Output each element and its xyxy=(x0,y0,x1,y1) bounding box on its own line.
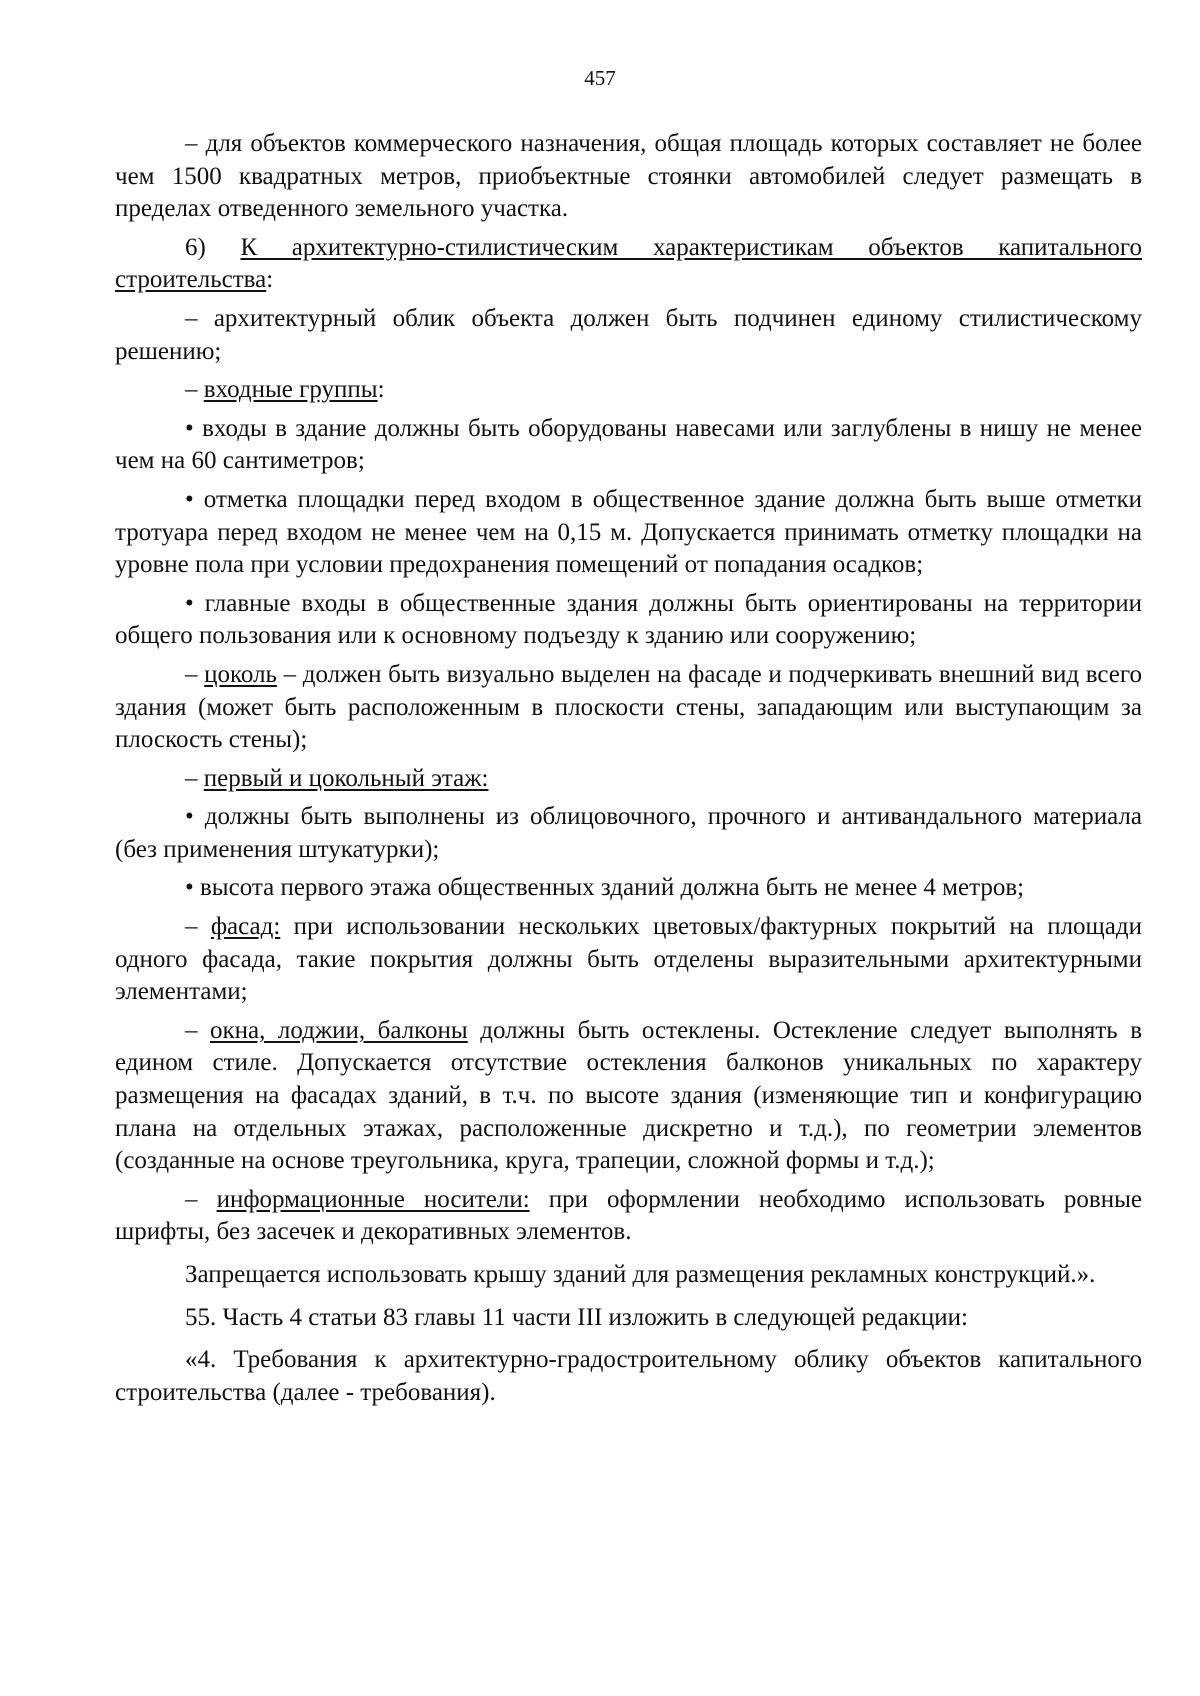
paragraph-architectural-appearance xyxy=(115,303,1142,368)
paragraph-windows-balconies xyxy=(115,1015,1142,1178)
paragraph-text: • главные входы в общественные здания должны быть ориентированы на территории общего пользования или к основному подъезду к зданию или сооружению; xyxy=(115,589,1142,650)
paragraph-text: – для объектов коммерческого назначения, общая площадь которых составляет не более чем 1500 квадратных метров, приобъектные стоянки автомобилей следует размещать в пределах отведенного земельного участка. xyxy=(115,130,1142,223)
paragraph-underlined: К архитектурно-стилистическим характеристикам объектов капитального строительства xyxy=(115,233,1142,294)
paragraph-text-after: : xyxy=(266,266,274,294)
page-number: 457 xyxy=(584,66,616,90)
document-body xyxy=(115,128,1142,1409)
bullet-facing-material xyxy=(115,801,1142,866)
paragraph-text: «4. Требования к архитектурно-градостроительному облику объектов капитального строительства (далее - требования). xyxy=(115,1346,1142,1406)
paragraph-text-after: : xyxy=(377,376,385,404)
paragraph-text-after: при оформлении необходимо использовать ровные шрифты, без засечек и декоративных элементов. xyxy=(115,1185,1142,1246)
paragraph-requirements-4 xyxy=(115,1344,1142,1409)
paragraph-text: • должны быть выполнены из облицовочного, прочного и антивандального материала (без применения штукатурки); xyxy=(115,803,1142,863)
bullet-entrance-platform-level xyxy=(115,484,1142,582)
paragraph-underlined: цоколь xyxy=(204,660,277,688)
paragraph-text-after: – должен быть визуально выделен на фасаде и подчеркивать внешний вид всего здания (может быть расположенным в плоскости стены, западающим или выступающим за плоскость стены); xyxy=(115,660,1142,754)
paragraph-facade xyxy=(115,911,1142,1009)
paragraph-text: – архитектурный облик объекта должен быть подчинен единому стилистическому решению; xyxy=(115,304,1142,365)
paragraph-underlined: входные группы xyxy=(203,376,378,404)
paragraph-first-floor xyxy=(115,763,1142,796)
paragraph-item-55 xyxy=(115,1302,1142,1335)
paragraph-text: • отметка площадки перед входом в общественное здание должна быть выше отметки тротуара перед входом не менее чем на 0,15 м. Допускается принимать отметку площадки на уровне пола при условии предохранения помещений от попадания осадков; xyxy=(115,485,1142,579)
paragraph-underlined: первый и цокольный этаж: xyxy=(203,764,489,792)
paragraph-commercial-parking xyxy=(115,128,1142,226)
paragraph-text: 6) xyxy=(185,233,241,261)
paragraph-text: – xyxy=(185,376,204,404)
paragraph-text: Запрещается использовать крышу зданий для размещения рекламных конструкций.». xyxy=(185,1261,1096,1288)
paragraph-text: – xyxy=(185,1185,217,1213)
paragraph-underlined: фасад: xyxy=(210,913,281,941)
paragraph-text: – xyxy=(185,764,204,792)
paragraph-underlined: информационные носители: xyxy=(216,1185,530,1213)
bullet-entrances-canopies xyxy=(115,413,1142,478)
paragraph-text: – xyxy=(185,913,211,941)
bullet-first-floor-height xyxy=(115,872,1142,905)
paragraph-text: – xyxy=(185,1016,211,1044)
paragraph-text: 55. Часть 4 статьи 83 главы 11 части III изложить в следующей редакции: xyxy=(185,1303,968,1331)
paragraph-roof-advertising-ban xyxy=(115,1259,1142,1292)
paragraph-plinth xyxy=(115,659,1142,757)
paragraph-text: • входы в здание должны быть оборудованы навесами или заглублены в нишу не менее чем на 60 сантиметров; xyxy=(115,414,1142,475)
paragraph-text-after: должны быть остеклены. Остекление следует выполнять в едином стиле. Допускается отсутствие остекления балконов уникальных по характеру размещения на фасадах зданий, в т.ч. по высоте здания (изменяющие тип и конфигурацию плана на отдельных этажах, расположенные дискретно и т.д.), по геометрии элементов (созданные на основе треугольника, круга, трапеции, сложной формы и т.д.); xyxy=(115,1016,1142,1175)
paragraph-text: • высота первого этажа общественных зданий должна быть не менее 4 метров; xyxy=(185,874,1025,902)
bullet-main-entrances xyxy=(115,588,1142,653)
paragraph-text-after: при использовании нескольких цветовых/фактурных покрытий на площади одного фасада, такие покрытия должны быть отделены выразительными архитектурными элементами; xyxy=(115,913,1142,1006)
paragraph-item-6-heading xyxy=(115,232,1142,297)
paragraph-entrance-groups xyxy=(115,374,1142,407)
paragraph-text: – xyxy=(185,660,205,688)
paragraph-information-carriers xyxy=(115,1184,1142,1249)
paragraph-underlined: окна, лоджии, балконы xyxy=(210,1016,468,1044)
